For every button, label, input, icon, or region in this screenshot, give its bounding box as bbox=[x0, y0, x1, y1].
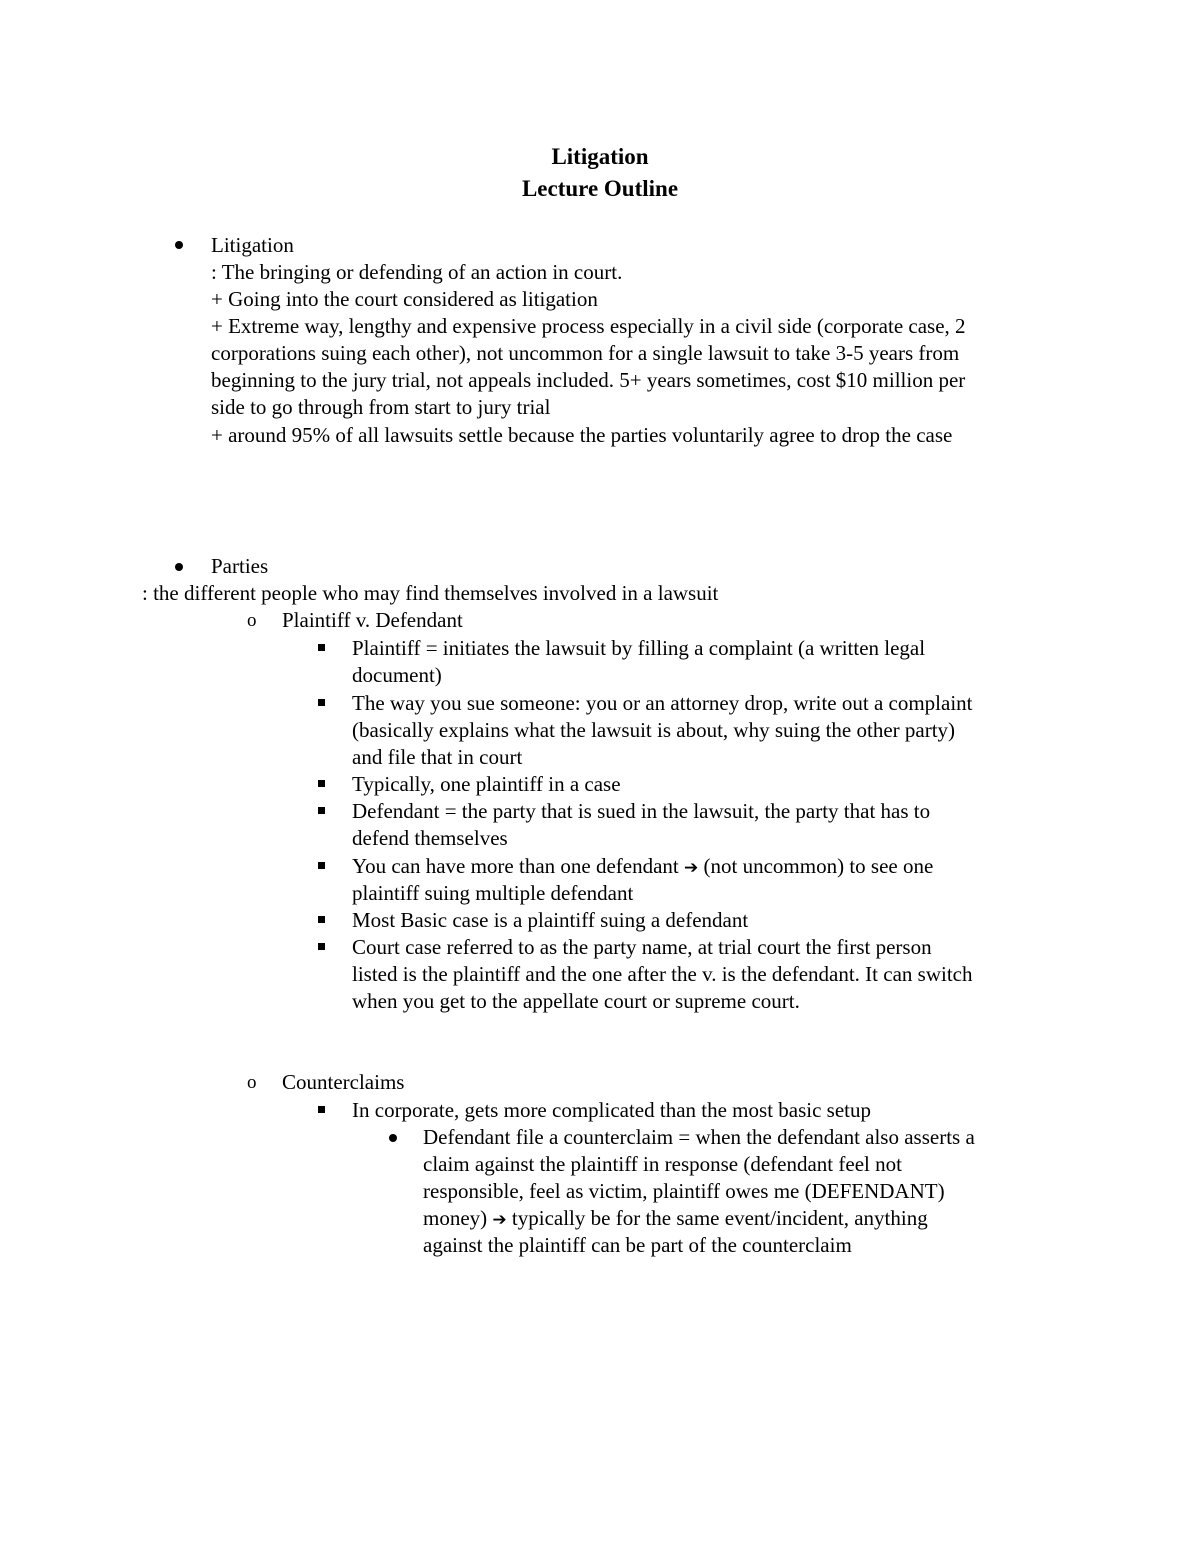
document-title: Litigation bbox=[551, 144, 649, 169]
litigation-line: : The bringing or defending of an action in court. bbox=[211, 260, 623, 284]
list-item-line: listed is the plaintiff and the one after the v. is the defendant. It can switch bbox=[352, 962, 973, 986]
nested-item-line: against the plaintiff can be part of the counterclaim bbox=[423, 1233, 852, 1257]
litigation-line: + Going into the court considered as litigation bbox=[211, 287, 598, 311]
list-item-line: Typically, one plaintiff in a case bbox=[352, 772, 621, 796]
list-item-line: Most Basic case is a plaintiff suing a defendant bbox=[352, 908, 749, 932]
list-item-line: Court case referred to as the party name, at trial court the first person bbox=[352, 935, 932, 959]
nested-item-line: claim against the plaintiff in response (defendant feel not bbox=[423, 1152, 902, 1176]
square-bullet-icon bbox=[318, 699, 325, 706]
square-bullet-icon bbox=[318, 943, 325, 950]
litigation-line: + Extreme way, lengthy and expensive process especially in a civil side (corporate case, 2 bbox=[211, 314, 966, 338]
list-item-line: plaintiff suing multiple defendant bbox=[352, 881, 634, 905]
subheading-counterclaims: Counterclaims bbox=[282, 1070, 405, 1094]
list-item-line: In corporate, gets more complicated than the most basic setup bbox=[352, 1098, 872, 1122]
right-arrow-icon: ➔ bbox=[492, 1210, 507, 1230]
bullet-icon bbox=[175, 563, 183, 571]
list-item-line: (basically explains what the lawsuit is about, why suing the other party) bbox=[352, 718, 956, 742]
list-item-line: Defendant = the party that is sued in the lawsuit, the party that has to bbox=[352, 799, 931, 823]
section-heading-parties: Parties bbox=[211, 554, 269, 578]
list-item-line: defend themselves bbox=[352, 826, 508, 850]
list-item-text: You can have more than one defendant bbox=[352, 854, 679, 878]
nested-item-line: Defendant file a counterclaim = when the defendant also asserts a bbox=[423, 1125, 975, 1149]
subheading-plaintiff-defendant: Plaintiff v. Defendant bbox=[282, 608, 463, 632]
litigation-line: + around 95% of all lawsuits settle because the parties voluntarily agree to drop the case bbox=[211, 423, 953, 447]
nested-item-text: money) bbox=[423, 1206, 488, 1230]
square-bullet-icon bbox=[318, 807, 325, 814]
bullet-icon bbox=[389, 1134, 397, 1142]
list-item-line: and file that in court bbox=[352, 745, 523, 769]
litigation-line: side to go through from start to jury trial bbox=[211, 395, 551, 419]
sub-bullet-icon: o bbox=[247, 610, 257, 631]
nested-item-line bbox=[423, 1205, 928, 1234]
list-item-line bbox=[352, 853, 933, 882]
litigation-line: beginning to the jury trial, not appeals included. 5+ years sometimes, cost $10 million per bbox=[211, 368, 966, 392]
bullet-icon bbox=[175, 241, 183, 249]
square-bullet-icon bbox=[318, 1106, 325, 1113]
square-bullet-icon bbox=[318, 780, 325, 787]
parties-definition: : the different people who may find themselves involved in a lawsuit bbox=[142, 581, 719, 605]
list-item-line: Plaintiff = initiates the lawsuit by filling a complaint (a written legal bbox=[352, 636, 926, 660]
litigation-line: corporations suing each other), not uncommon for a single lawsuit to take 3-5 years from bbox=[211, 341, 960, 365]
square-bullet-icon bbox=[318, 916, 325, 923]
document-subtitle: Lecture Outline bbox=[521, 176, 679, 201]
list-item-text: (not uncommon) to see one bbox=[703, 854, 934, 878]
section-heading-litigation: Litigation bbox=[211, 233, 294, 257]
sub-bullet-icon: o bbox=[247, 1072, 257, 1093]
list-item-line: The way you sue someone: you or an attorney drop, write out a complaint bbox=[352, 691, 973, 715]
square-bullet-icon bbox=[318, 862, 325, 869]
right-arrow-icon: ➔ bbox=[684, 858, 699, 878]
nested-item-line: responsible, feel as victim, plaintiff owes me (DEFENDANT) bbox=[423, 1179, 945, 1203]
list-item-line: document) bbox=[352, 663, 442, 687]
square-bullet-icon bbox=[318, 644, 325, 651]
list-item-line: when you get to the appellate court or supreme court. bbox=[352, 989, 800, 1013]
nested-item-text: typically be for the same event/incident, anything bbox=[511, 1206, 928, 1230]
